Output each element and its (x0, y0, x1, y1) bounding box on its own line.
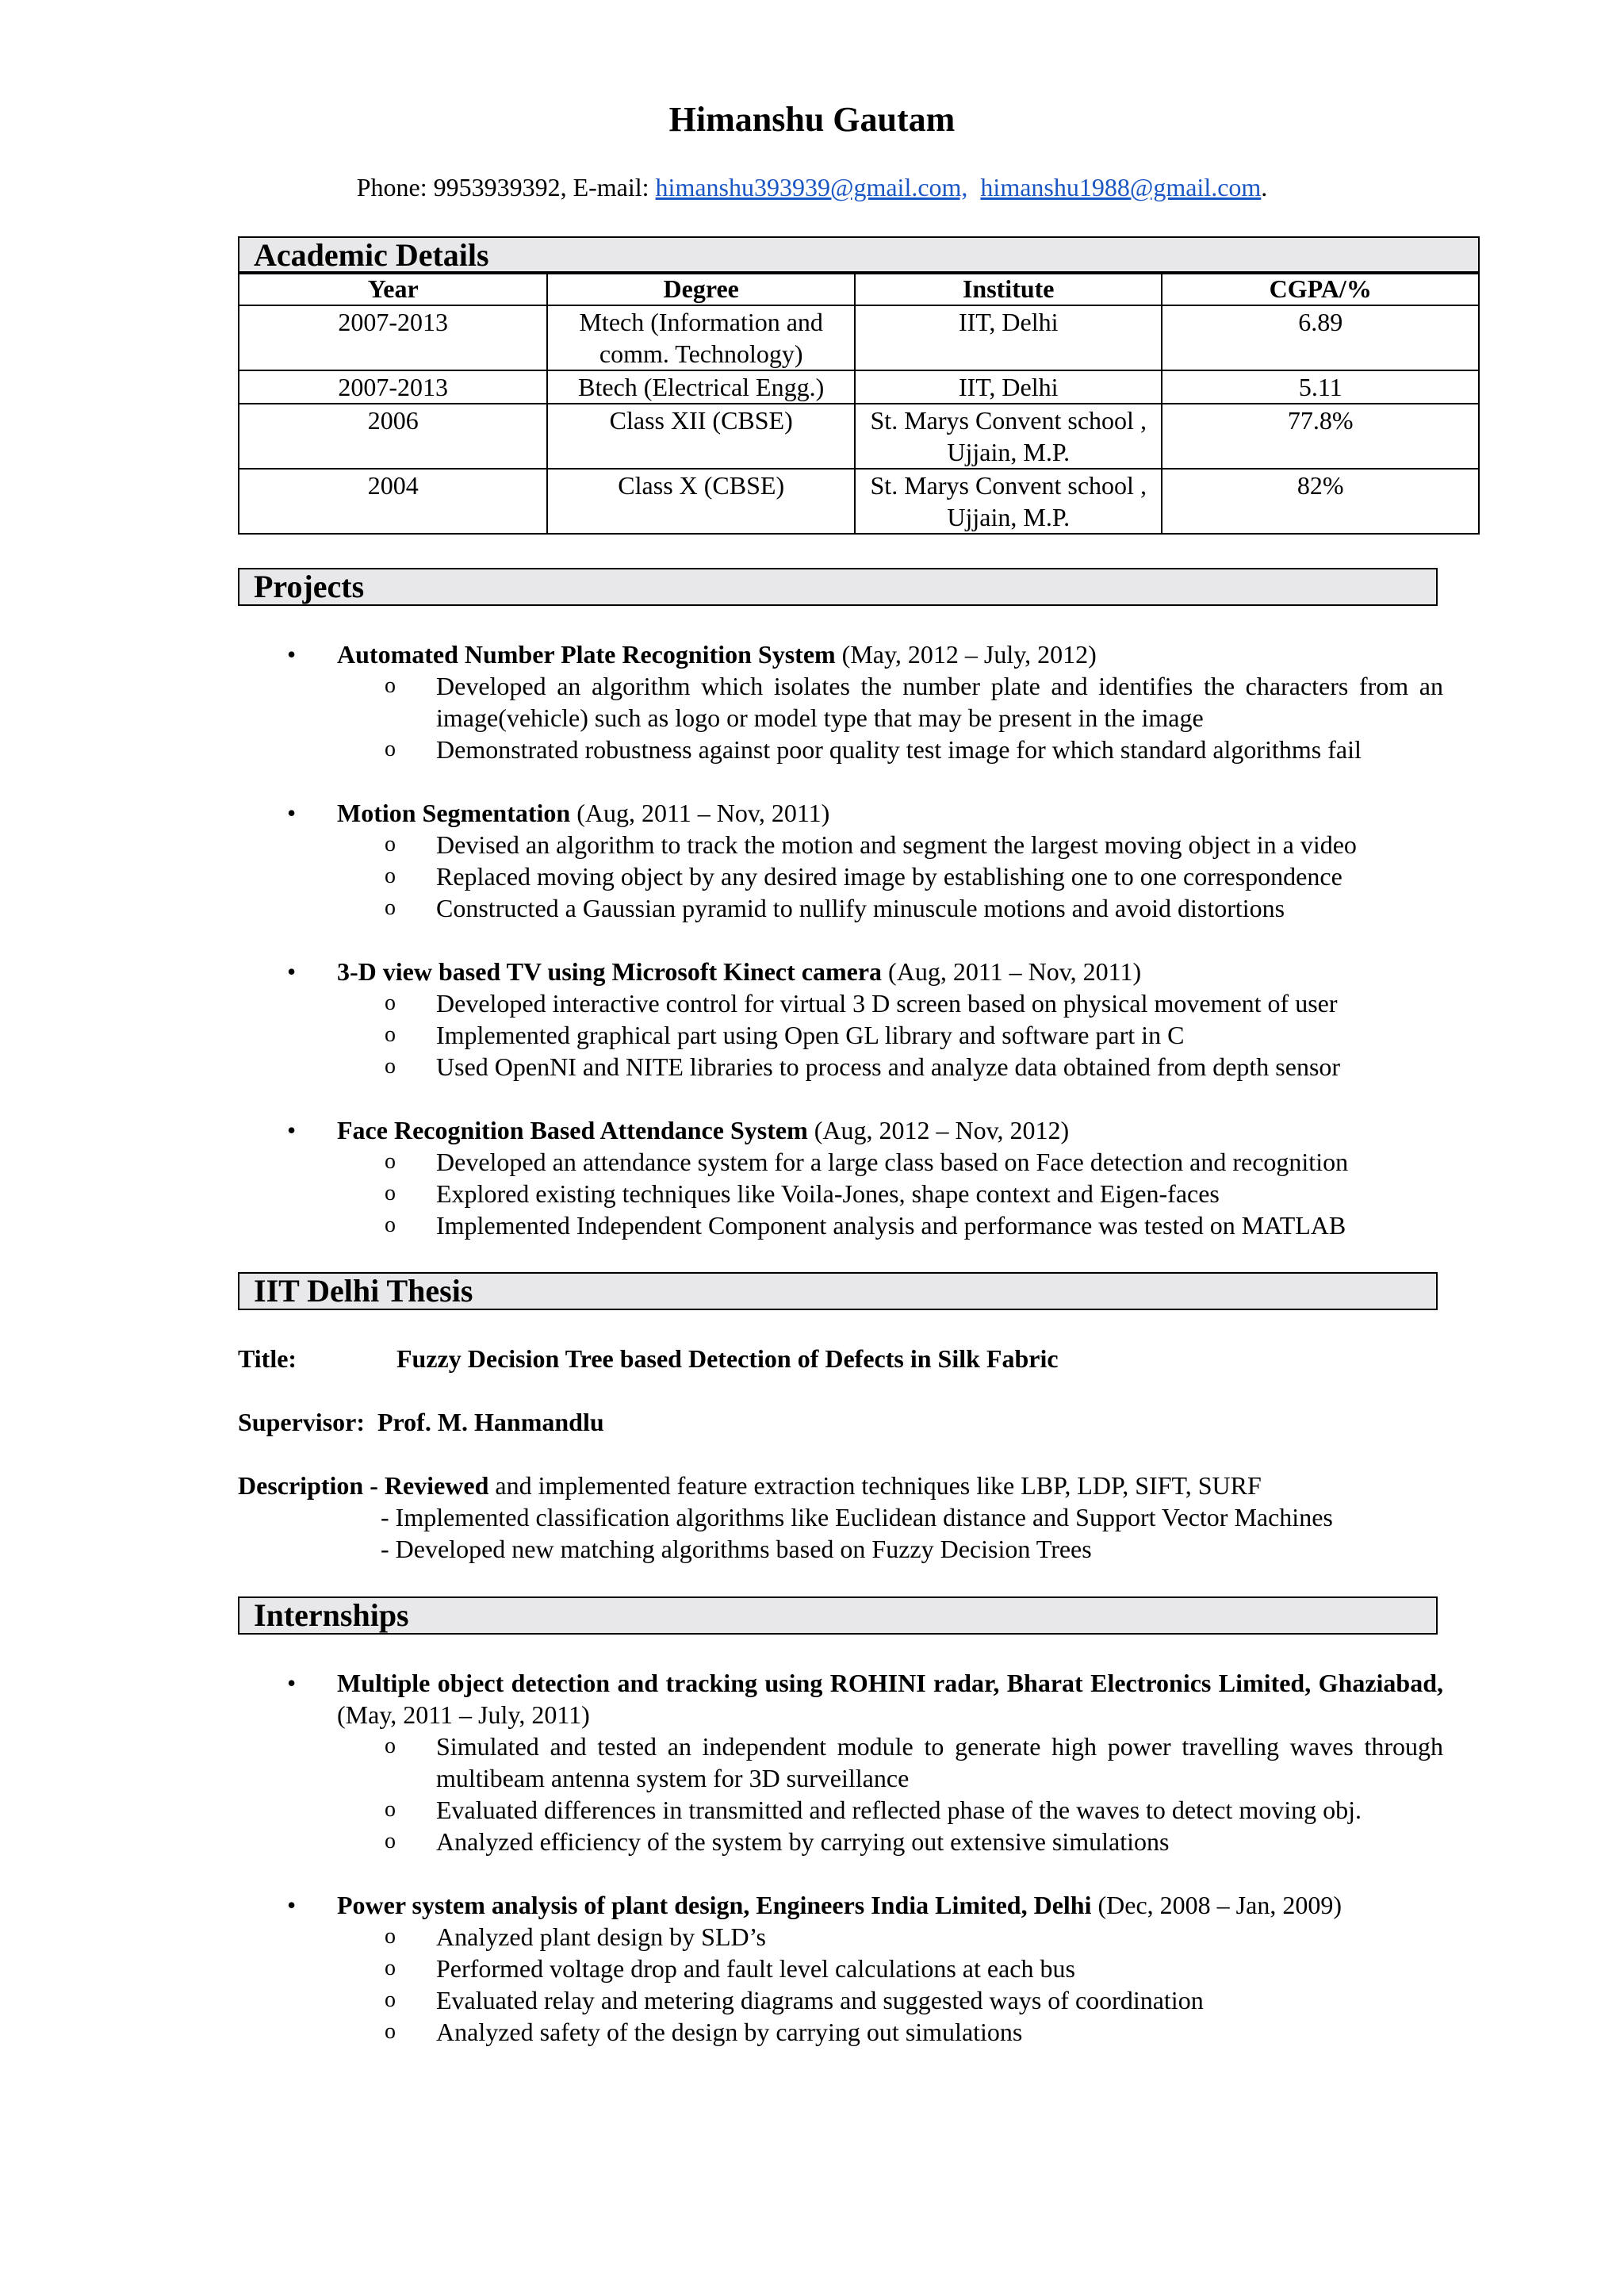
internships-heading: Internships (238, 1596, 1438, 1635)
cell-year: 2007-2013 (239, 305, 547, 370)
contact-period: . (1261, 173, 1268, 201)
internships-list (238, 1667, 1443, 2048)
thesis-supervisor-line (238, 1406, 1475, 1438)
sub-bullet-glyph: o (385, 1797, 396, 1822)
sub-bullet-glyph: o (385, 1181, 396, 1205)
table-row (239, 370, 1479, 404)
sub-bullet-glyph: o (385, 1022, 396, 1047)
cell-cgpa: 82% (1162, 469, 1479, 534)
sub-bullet-glyph: o (385, 1956, 396, 1980)
project-item (238, 956, 1443, 987)
projects-list (238, 638, 1443, 1241)
bullet-glyph: • (287, 1891, 297, 1919)
sub-bullet-glyph: o (385, 1213, 396, 1237)
project-dates: (Aug, 2012 – Nov, 2012) (807, 1116, 1070, 1144)
project-point: o Implemented Independent Component analysis and performance was tested on MATLAB (385, 1211, 1346, 1240)
sub-bullet-glyph: o (385, 1149, 396, 1174)
internship-point: o Evaluated differences in transmitted and reflected phase of the waves to detect moving obj. (385, 1796, 1362, 1824)
description-line: and implemented feature extraction techniques like LBP, LDP, SIFT, SURF (488, 1471, 1262, 1500)
sub-bullet-glyph: o (385, 991, 396, 1015)
sub-bullet-glyph: o (385, 864, 396, 888)
project-item (238, 638, 1443, 670)
bullet-glyph: • (287, 640, 297, 669)
bullet-glyph: • (287, 799, 297, 827)
project-dates: (Aug, 2011 – Nov, 2011) (882, 957, 1142, 986)
cell-degree: Btech (Electrical Engg.) (547, 370, 855, 404)
thesis-title-label: Title: (238, 1344, 297, 1373)
description-line: - Developed new matching algorithms based on Fuzzy Decision Trees (381, 1535, 1092, 1563)
internship-dates: (Dec, 2008 – Jan, 2009) (1091, 1891, 1342, 1919)
cell-year: 2007-2013 (239, 370, 547, 404)
supervisor-label: Supervisor: (238, 1408, 365, 1436)
internship-item (238, 1889, 1443, 1921)
cell-institute: IIT, Delhi (855, 370, 1162, 404)
project-item (238, 797, 1443, 829)
column-header-cgpa: CGPA/% (1162, 272, 1479, 305)
project-title: 3-D view based TV using Microsoft Kinect camera (337, 957, 883, 986)
internship-dates: (May, 2011 – July, 2011) (337, 1700, 590, 1729)
contact-line (0, 171, 1624, 203)
column-header-institute: Institute (855, 272, 1162, 305)
description-label: Description - Reviewed (238, 1471, 489, 1500)
table-header-row (239, 272, 1479, 305)
table-row (239, 305, 1479, 370)
sub-bullet-glyph: o (385, 2019, 396, 2044)
project-point: o Developed an attendance system for a large class based on Face detection and recognition (385, 1148, 1349, 1176)
supervisor-name: Prof. M. Hanmandlu (377, 1408, 604, 1436)
table-row (239, 404, 1479, 469)
project-point: o Replaced moving object by any desired image by establishing one to one correspondence (385, 862, 1342, 891)
cell-degree: Class XII (CBSE) (547, 404, 855, 469)
cell-year: 2006 (239, 404, 547, 469)
project-title: Face Recognition Based Attendance System (337, 1116, 808, 1144)
project-dates: (May, 2012 – July, 2012) (835, 640, 1097, 669)
sub-bullet-glyph: o (385, 1987, 396, 2012)
project-point: o Used OpenNI and NITE libraries to process and analyze data obtained from depth sensor (385, 1052, 1341, 1081)
sub-bullet-glyph: o (385, 1054, 396, 1079)
project-point: o Implemented graphical part using Open GL library and software part in C (385, 1021, 1185, 1049)
academic-heading: Academic Details (238, 236, 1480, 274)
email-link-1[interactable]: himanshu393939@gmail.com, (655, 173, 968, 201)
project-title: Automated Number Plate Recognition System (337, 640, 836, 669)
sub-bullet-glyph: o (385, 1829, 396, 1853)
project-point: o Devised an algorithm to track the motion and segment the largest moving object in a video (385, 830, 1357, 859)
internship-point: o Evaluated relay and metering diagrams and suggested ways of coordination (385, 1986, 1204, 2014)
internship-point: o Performed voltage drop and fault level calculations at each bus (385, 1954, 1075, 1983)
project-point: o Demonstrated robustness against poor quality test image for which standard algorithms fail (385, 735, 1362, 764)
cell-cgpa: 5.11 (1162, 370, 1479, 404)
phone-label: Phone: 9953939392, E-mail: (356, 173, 656, 201)
bullet-glyph: • (287, 1116, 297, 1144)
thesis-title-line (238, 1343, 1475, 1374)
sub-bullet-glyph: o (385, 1734, 396, 1758)
cell-degree: Class X (CBSE) (547, 469, 855, 534)
sub-bullet-glyph: o (385, 1924, 396, 1949)
description-line: - Implemented classification algorithms like Euclidean distance and Support Vector Machines (381, 1503, 1333, 1531)
internship-title: Multiple object detection and tracking using ROHINI radar, Bharat Electronics Limited, Ghaziabad, (337, 1669, 1443, 1697)
cell-institute: St. Marys Convent school , Ujjain, M.P. (855, 404, 1162, 469)
project-title: Motion Segmentation (337, 799, 571, 827)
internship-point: o Simulated and tested an independent module to generate high power travelling waves through multibeam antenna system for 3D surveillance (385, 1732, 1443, 1792)
sub-bullet-glyph: o (385, 895, 396, 920)
internship-point: o Analyzed plant design by SLD’s (385, 1922, 766, 1951)
project-point: o Developed interactive control for virtual 3 D screen based on physical movement of user (385, 989, 1338, 1018)
sub-bullet-glyph: o (385, 673, 396, 698)
column-header-degree: Degree (547, 272, 855, 305)
project-point: o Constructed a Gaussian pyramid to nullify minuscule motions and avoid distortions (385, 894, 1285, 922)
cell-degree: Mtech (Information and comm. Technology) (547, 305, 855, 370)
column-header-year: Year (239, 272, 547, 305)
bullet-glyph: • (287, 957, 297, 986)
project-dates: (Aug, 2011 – Nov, 2011) (570, 799, 830, 827)
cell-cgpa: 6.89 (1162, 305, 1479, 370)
cell-institute: IIT, Delhi (855, 305, 1162, 370)
thesis-title: Fuzzy Decision Tree based Detection of Defects in Silk Fabric (396, 1344, 1059, 1373)
internship-point: o Analyzed efficiency of the system by carrying out extensive simulations (385, 1827, 1170, 1856)
internship-point: o Analyzed safety of the design by carrying out simulations (385, 2018, 1023, 2046)
email-link-2[interactable]: himanshu1988@gmail.com (980, 173, 1262, 201)
project-point: o Developed an algorithm which isolates the number plate and identifies the characters from an image(vehicle) such as logo or model type that may be present in the image (385, 672, 1443, 732)
candidate-name: Himanshu Gautam (668, 100, 956, 139)
cell-institute: St. Marys Convent school , Ujjain, M.P. (855, 469, 1162, 534)
sub-bullet-glyph: o (385, 737, 396, 761)
thesis-description (238, 1470, 1475, 1565)
thesis-heading: IIT Delhi Thesis (238, 1272, 1438, 1310)
sub-bullet-glyph: o (385, 832, 396, 857)
cell-cgpa: 77.8% (1162, 404, 1479, 469)
bullet-glyph: • (287, 1669, 297, 1697)
internship-title: Power system analysis of plant design, Engineers India Limited, Delhi (337, 1891, 1092, 1919)
project-item (238, 1114, 1443, 1146)
cell-year: 2004 (239, 469, 547, 534)
project-point: o Explored existing techniques like Voila-Jones, shape context and Eigen-faces (385, 1179, 1220, 1208)
table-row (239, 469, 1479, 534)
internship-item (238, 1667, 1443, 1731)
academic-table (238, 271, 1480, 535)
projects-heading: Projects (238, 568, 1438, 606)
